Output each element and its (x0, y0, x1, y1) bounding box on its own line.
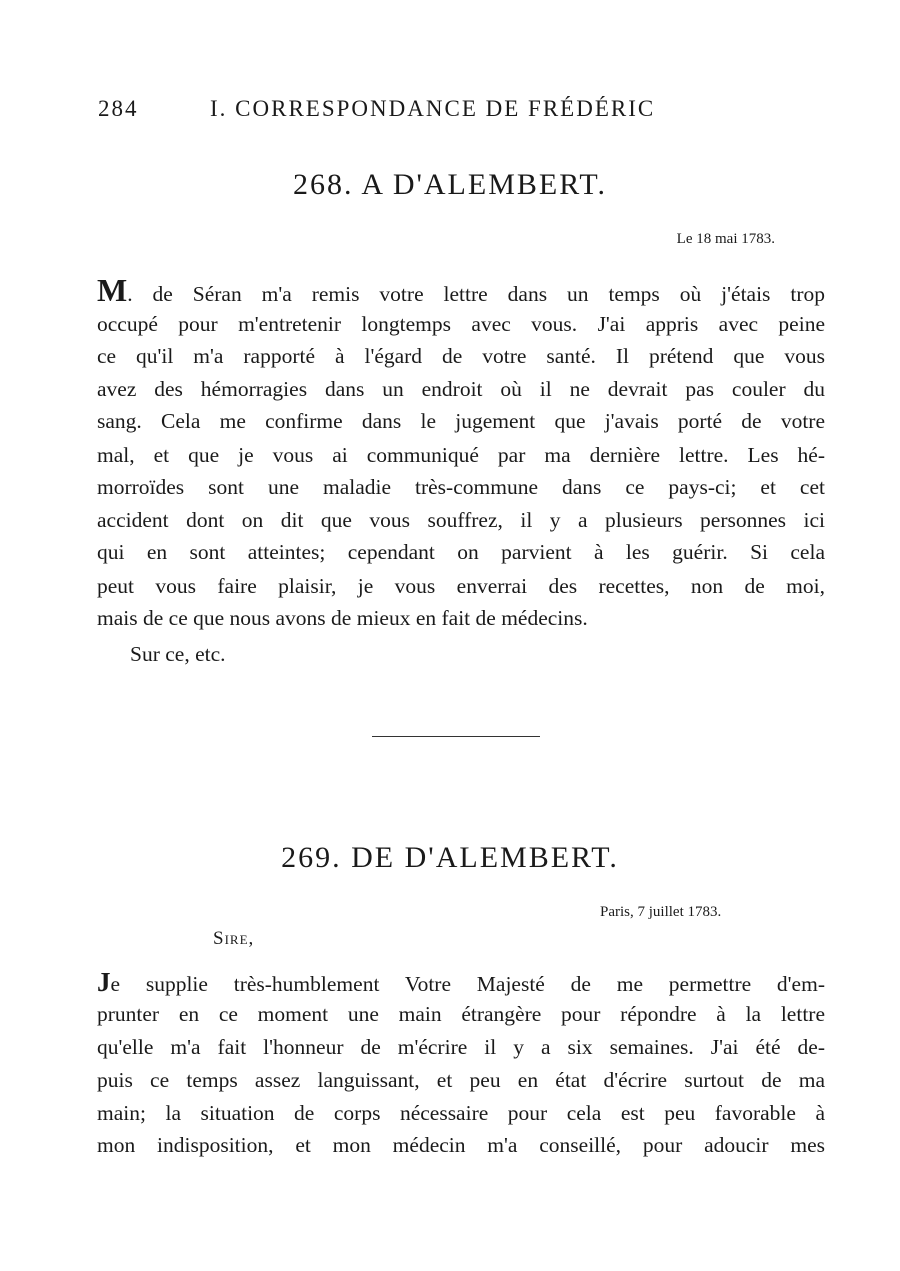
drop-cap: J (97, 967, 111, 997)
body-line: M. de Séran m'a remis votre lettre dans un temps où j'étais trop (97, 272, 825, 308)
body-line: qu'elle m'a fait l'honneur de m'écrire il y a six semaines. J'ai été de- (97, 1035, 825, 1059)
body-line: puis ce temps assez languissant, et peu en état d'écrire surtout de ma (97, 1068, 825, 1092)
letter-268-date: Le 18 mai 1783. (676, 231, 775, 247)
body-line: occupé pour m'entretenir longtemps avec vous. J'ai appris avec peine (97, 312, 825, 336)
body-line: qui en sont atteintes; cependant on parvient à les guérir. Si cela (97, 540, 825, 564)
body-line: prunter en ce moment une main étrangère pour répondre à la lettre (97, 1002, 825, 1026)
body-line: accident dont on dit que vous souffrez, il y a plusieurs personnes ici (97, 508, 825, 532)
body-line: morroïdes sont une maladie très-commune dans ce pays-ci; et cet (97, 475, 825, 499)
body-line: avez des hémorragies dans un endroit où il ne devrait pas couler du (97, 377, 825, 401)
salutation: Sire, (213, 928, 255, 949)
body-line: peut vous faire plaisir, je vous enverrai des recettes, non de moi, (97, 574, 825, 598)
body-line: Je supplie très-humblement Votre Majesté de me permettre d'em- (97, 967, 825, 997)
closing: Sur ce, etc. (130, 642, 226, 666)
body-line: mais de ce que nous avons de mieux en fait de médecins. (97, 606, 588, 630)
letter-268-title: 268. A D'ALEMBERT. (292, 168, 608, 201)
body-line: ce qu'il m'a rapporté à l'égard de votre santé. Il prétend que vous (97, 344, 825, 368)
section-divider (372, 736, 540, 737)
drop-cap: M (97, 272, 128, 308)
letter-269-date: Paris, 7 juillet 1783. (600, 904, 722, 920)
body-line: main; la situation de corps nécessaire pour cela est peu favorable à (97, 1101, 825, 1125)
body-line: sang. Cela me confirme dans le jugement que j'avais porté de votre (97, 409, 825, 433)
body-line: mon indisposition, et mon médecin m'a conseillé, pour adoucir mes (97, 1133, 825, 1157)
page-number: 284 (98, 96, 139, 121)
running-title: I. CORRESPONDANCE DE FRÉDÉRIC (210, 96, 656, 121)
letter-269-title: 269. DE D'ALEMBERT. (281, 841, 619, 874)
body-line: mal, et que je vous ai communiqué par ma dernière lettre. Les hé- (97, 443, 825, 467)
